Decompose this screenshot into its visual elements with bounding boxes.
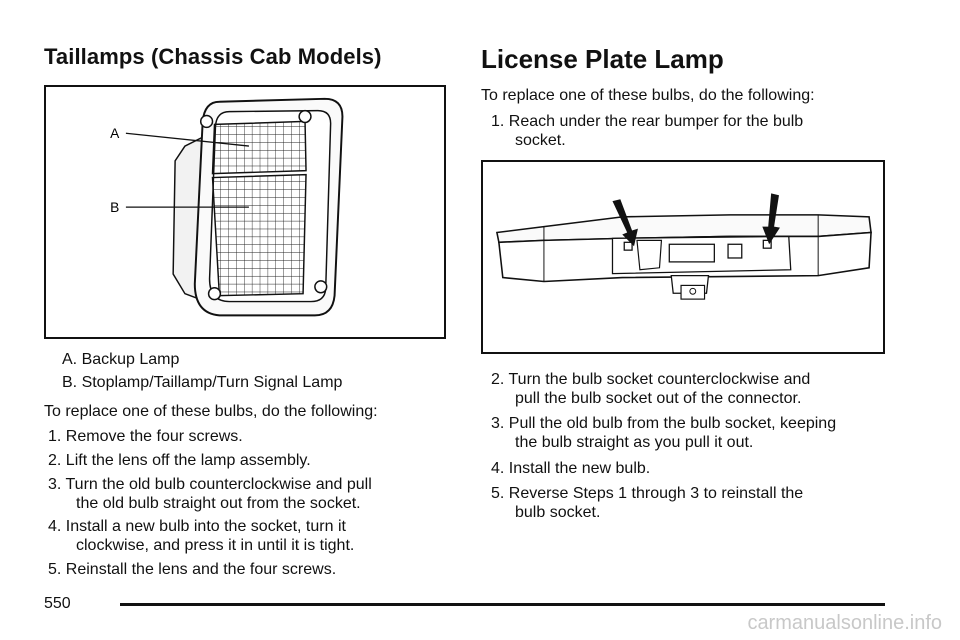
- legend-b: B. Stoplamp/Taillamp/Turn Signal Lamp: [62, 374, 343, 391]
- left-step-5: 5. Reinstall the lens and the four screws.: [48, 561, 337, 578]
- right-intro: To replace one of these bulbs, do the following:: [481, 87, 815, 104]
- taillamps-heading: Taillamps (Chassis Cab Models): [44, 44, 382, 69]
- left-step-1: 1. Remove the four screws.: [48, 428, 243, 445]
- left-step-4: 4. Install a new bulb into the socket, turn it: [48, 518, 346, 535]
- rear-bumper-illustration: [481, 160, 885, 354]
- right-step-1-cont: socket.: [515, 132, 566, 149]
- right-step-5: 5. Reverse Steps 1 through 3 to reinstall the: [491, 485, 804, 502]
- right-step-1: 1. Reach under the rear bumper for the bulb: [491, 113, 804, 130]
- page-number: 550: [44, 595, 71, 612]
- left-intro: To replace one of these bulbs, do the following:: [44, 403, 378, 420]
- right-step-3-cont: the bulb straight as you pull it out.: [515, 434, 754, 451]
- left-step-2: 2. Lift the lens off the lamp assembly.: [48, 452, 311, 469]
- right-step-2: 2. Turn the bulb socket counterclockwise and: [491, 371, 811, 388]
- license-plate-lamp-heading: License Plate Lamp: [481, 44, 724, 74]
- taillamp-illustration: [44, 85, 446, 339]
- callout-b: B: [110, 200, 120, 215]
- right-step-2-cont: pull the bulb socket out of the connector.: [515, 390, 802, 407]
- left-step-3: 3. Turn the old bulb counterclockwise and pull: [48, 476, 372, 493]
- right-step-3: 3. Pull the old bulb from the bulb socket, keeping: [491, 415, 837, 432]
- right-step-4: 4. Install the new bulb.: [491, 460, 651, 477]
- callout-a: A: [110, 126, 120, 142]
- right-step-5-cont: bulb socket.: [515, 504, 601, 521]
- footer-rule: [120, 603, 885, 606]
- site-watermark: carmanualsonline.info: [747, 612, 942, 634]
- left-step-4-cont: clockwise, and press it in until it is tight.: [76, 537, 355, 554]
- legend-a: A. Backup Lamp: [62, 351, 180, 368]
- left-step-3-cont: the old bulb straight out from the socket.: [76, 495, 361, 512]
